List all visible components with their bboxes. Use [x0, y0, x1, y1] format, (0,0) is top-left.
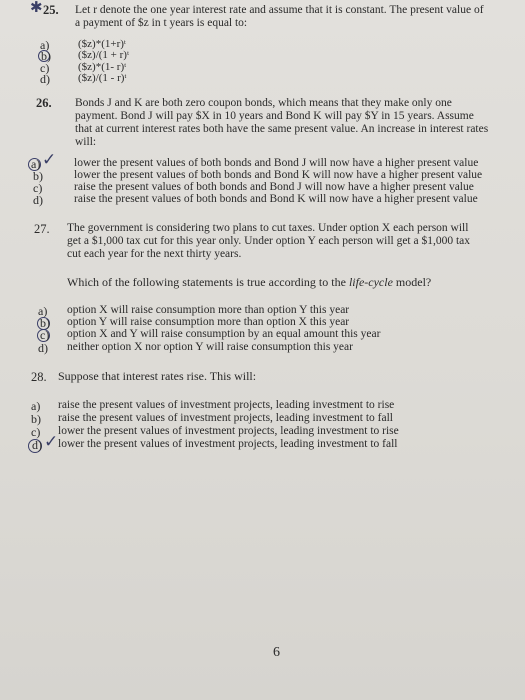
q25-option-c-letter: c) — [40, 61, 50, 75]
question-26-line-4: will: — [75, 136, 97, 148]
question-25-line-2: a payment of $z in t years is equal to: — [75, 17, 248, 29]
question-27-prompt — [67, 276, 431, 289]
q26-option-d-text: raise the present values of both bonds and Bond K will now have a higher present value — [74, 193, 478, 205]
q27-option-a-letter: a) — [38, 304, 48, 318]
q28-option-a-letter: a) — [31, 399, 41, 413]
question-27-line-2: get a $1,000 tax cut for this year only. Under option Y each person will get a $1,000 tax — [67, 235, 471, 247]
q28-option-c-text: lower the present values of investment projects, leading investment to rise — [58, 425, 399, 437]
q26-option-a-letter: a) — [31, 157, 41, 171]
q27-option-d-letter: d) — [38, 341, 48, 355]
question-27-number: 27. — [34, 222, 50, 236]
page-number: 6 — [273, 645, 280, 660]
q28-option-b-text: raise the present values of investment projects, leading investment to fall — [58, 412, 393, 424]
q27-option-c-text: option X and Y will raise consumption by an equal amount this year — [67, 328, 381, 340]
question-27-prompt-start: Which of the following statements is true according to the — [67, 275, 349, 289]
q25-option-b-text: ($z)/(1 + r)ᵗ — [78, 49, 130, 61]
question-25-line-1: Let r denote the one year interest rate and assume that it is constant. The present value of — [75, 4, 484, 16]
q25-option-a-letter: a) — [40, 38, 50, 52]
question-27-prompt-end: model? — [392, 275, 432, 289]
question-26-line-1: Bonds J and K are both zero coupon bonds, which means that they make only one — [75, 97, 452, 109]
check-mark: ✓ — [44, 432, 59, 451]
q26-option-c-letter: c) — [33, 181, 43, 195]
q26-option-c-text: raise the present values of both bonds and Bond J will now have a higher present value — [74, 181, 474, 193]
q28-option-c-letter: c) — [31, 425, 41, 439]
question-27-line-1: The government is considering two plans to cut taxes. Under option X each person will — [67, 222, 469, 234]
q25-option-b-letter: b) — [41, 49, 51, 63]
q27-option-b-text: option Y will raise consumption more than option X this year — [67, 316, 350, 328]
question-27-prompt-italic: life-cycle — [348, 275, 393, 289]
question-26-line-2: payment. Bond J will pay $X in 10 years and Bond K will pay $Y in 15 years. Assume — [75, 110, 474, 122]
question-27-line-3: cut each year for the next thirty years. — [67, 248, 242, 260]
star-mark: ✱ — [30, 0, 43, 16]
q28-option-a-text: raise the present values of investment projects, leading investment to rise — [58, 399, 395, 411]
question-26-number: 26. — [36, 96, 52, 110]
q28-option-b-letter: b) — [31, 412, 41, 426]
question-25-number: 25. — [43, 3, 59, 17]
q26-option-d-letter: d) — [33, 193, 43, 207]
q25-option-a-text: ($z)*(1+r)ᵗ — [78, 38, 127, 50]
q27-option-d-text: neither option X nor option Y will raise consumption this year — [67, 341, 353, 353]
question-28-number: 28. — [31, 370, 47, 384]
q25-option-d-text: ($z)/(1 - r)ᵗ — [78, 72, 127, 84]
check-mark: ✓ — [42, 150, 57, 169]
q26-option-b-letter: b) — [33, 169, 43, 183]
q27-option-c-letter: c) — [40, 328, 50, 342]
q27-option-b-letter: b) — [40, 316, 50, 330]
q26-option-a-text: lower the present values of both bonds and Bond J will now have a higher present value — [74, 157, 479, 169]
q25-option-d-letter: d) — [40, 72, 50, 86]
q25-option-c-text: ($z)*(1- r)ᵗ — [78, 61, 127, 73]
q27-option-a-text: option X will raise consumption more than option Y this year — [67, 304, 350, 316]
q26-option-b-text: lower the present values of both bonds and Bond K will now have a higher present value — [74, 169, 483, 181]
question-26-line-3: that at current interest rates both have the same present value. An increase in interest rates — [75, 123, 489, 135]
question-28-line-1: Suppose that interest rates rise. This will: — [58, 369, 257, 383]
q28-option-d-text: lower the present values of investment projects, leading investment to fall — [58, 438, 398, 450]
q28-option-d-letter: d) — [32, 438, 42, 452]
